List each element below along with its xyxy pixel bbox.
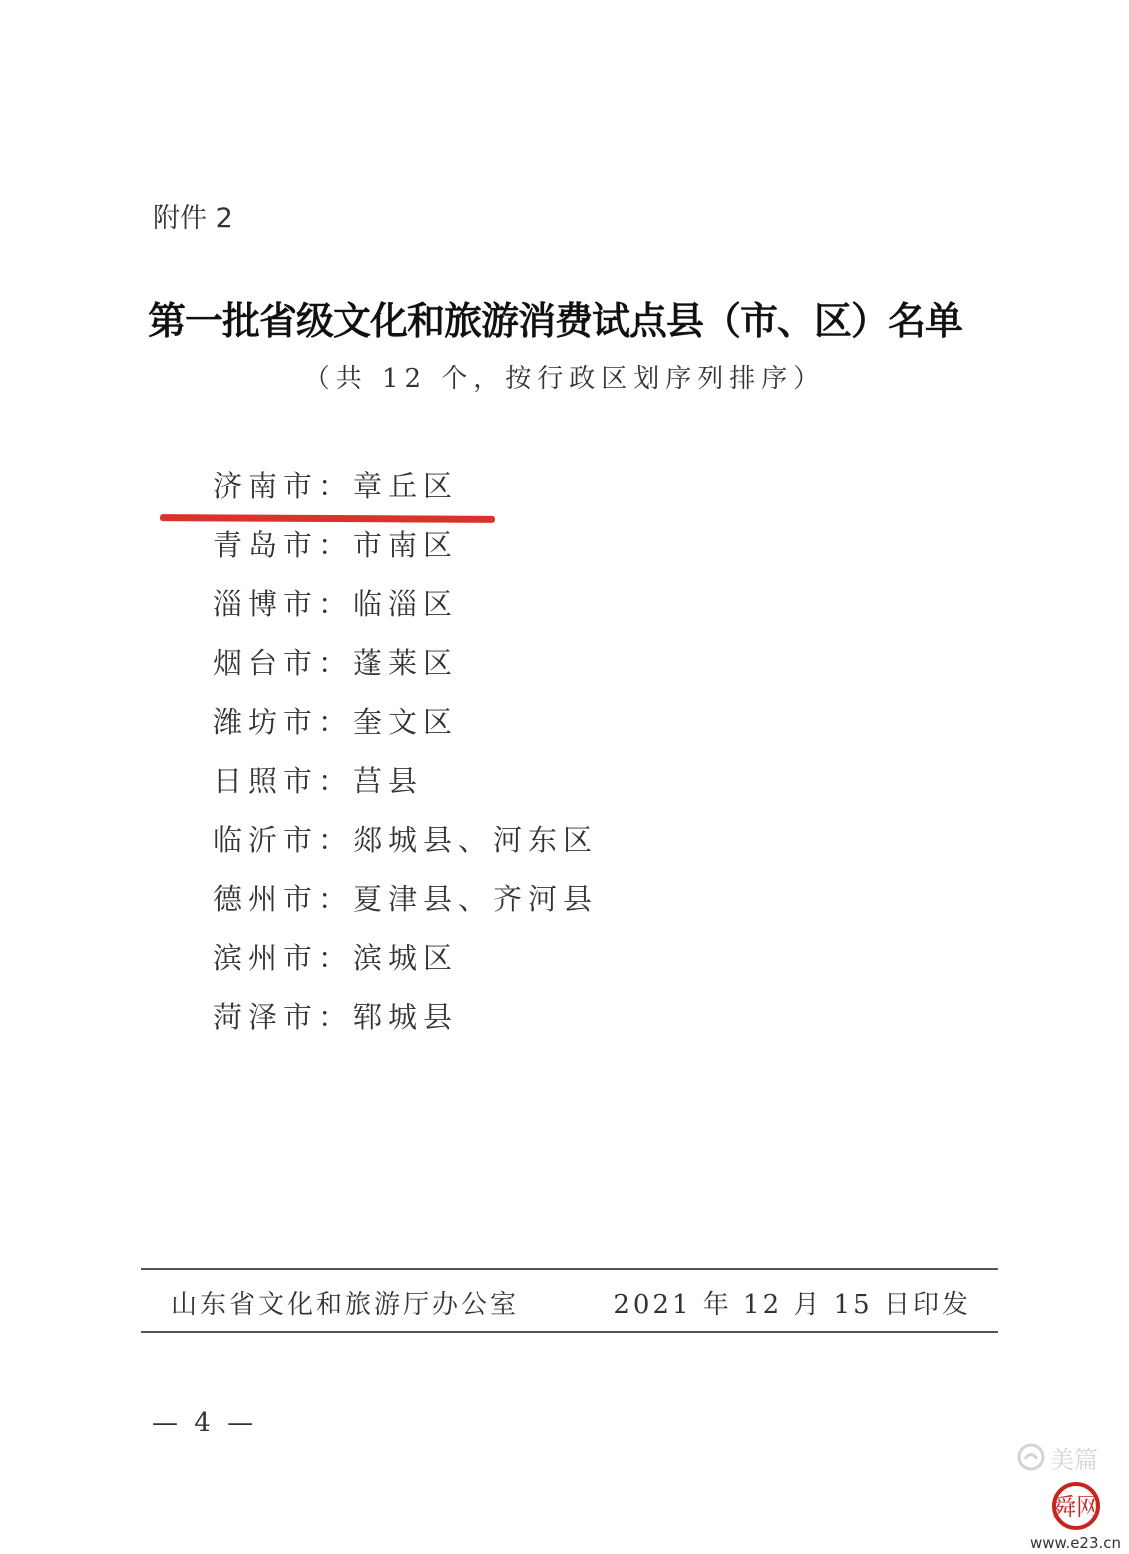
- shunwang-logo-icon: [1050, 1480, 1110, 1536]
- site-logo-text: 舜网: [1052, 1493, 1100, 1521]
- meipian-watermark-text: 美篇: [1050, 1445, 1098, 1474]
- page-number: — 4 —: [152, 1408, 258, 1438]
- list-item: 烟台市：蓬莱区: [213, 646, 459, 680]
- document-subtitle: （共 12 个，按行政区划序列排序）: [303, 364, 826, 394]
- list-item: 日照市：莒县: [213, 764, 424, 798]
- meipian-watermark: [1016, 1439, 1116, 1475]
- pilot-list: [213, 466, 598, 1056]
- list-item: 滨州市：滨城区: [213, 941, 459, 975]
- document-title: 第一批省级文化和旅游消费试点县（市、区）名单: [147, 299, 962, 343]
- issuer-name: 山东省文化和旅游厅办公室: [171, 1290, 520, 1320]
- list-item: 德州市：夏津县、齐河县: [213, 882, 599, 916]
- attachment-label: 附件 2: [153, 203, 233, 234]
- issue-date: 2021 年 12 月 15 日印发: [613, 1290, 971, 1320]
- site-logo: [1050, 1480, 1110, 1536]
- footer-bottom-rule: [141, 1331, 998, 1333]
- list-item: 潍坊市：奎文区: [213, 705, 459, 739]
- site-url: www.e23.cn: [1030, 1534, 1122, 1552]
- meipian-logo-icon: [1016, 1442, 1046, 1472]
- footer-top-rule: [141, 1268, 998, 1270]
- list-item: 济南市：章丘区: [213, 469, 459, 503]
- list-item: 淄博市：临淄区: [213, 587, 459, 621]
- list-item: 菏泽市：郓城县: [213, 1000, 459, 1034]
- list-item: 青岛市：市南区: [213, 528, 459, 562]
- list-item: 临沂市：郯城县、河东区: [213, 823, 599, 857]
- red-highlight-underline: [160, 514, 495, 523]
